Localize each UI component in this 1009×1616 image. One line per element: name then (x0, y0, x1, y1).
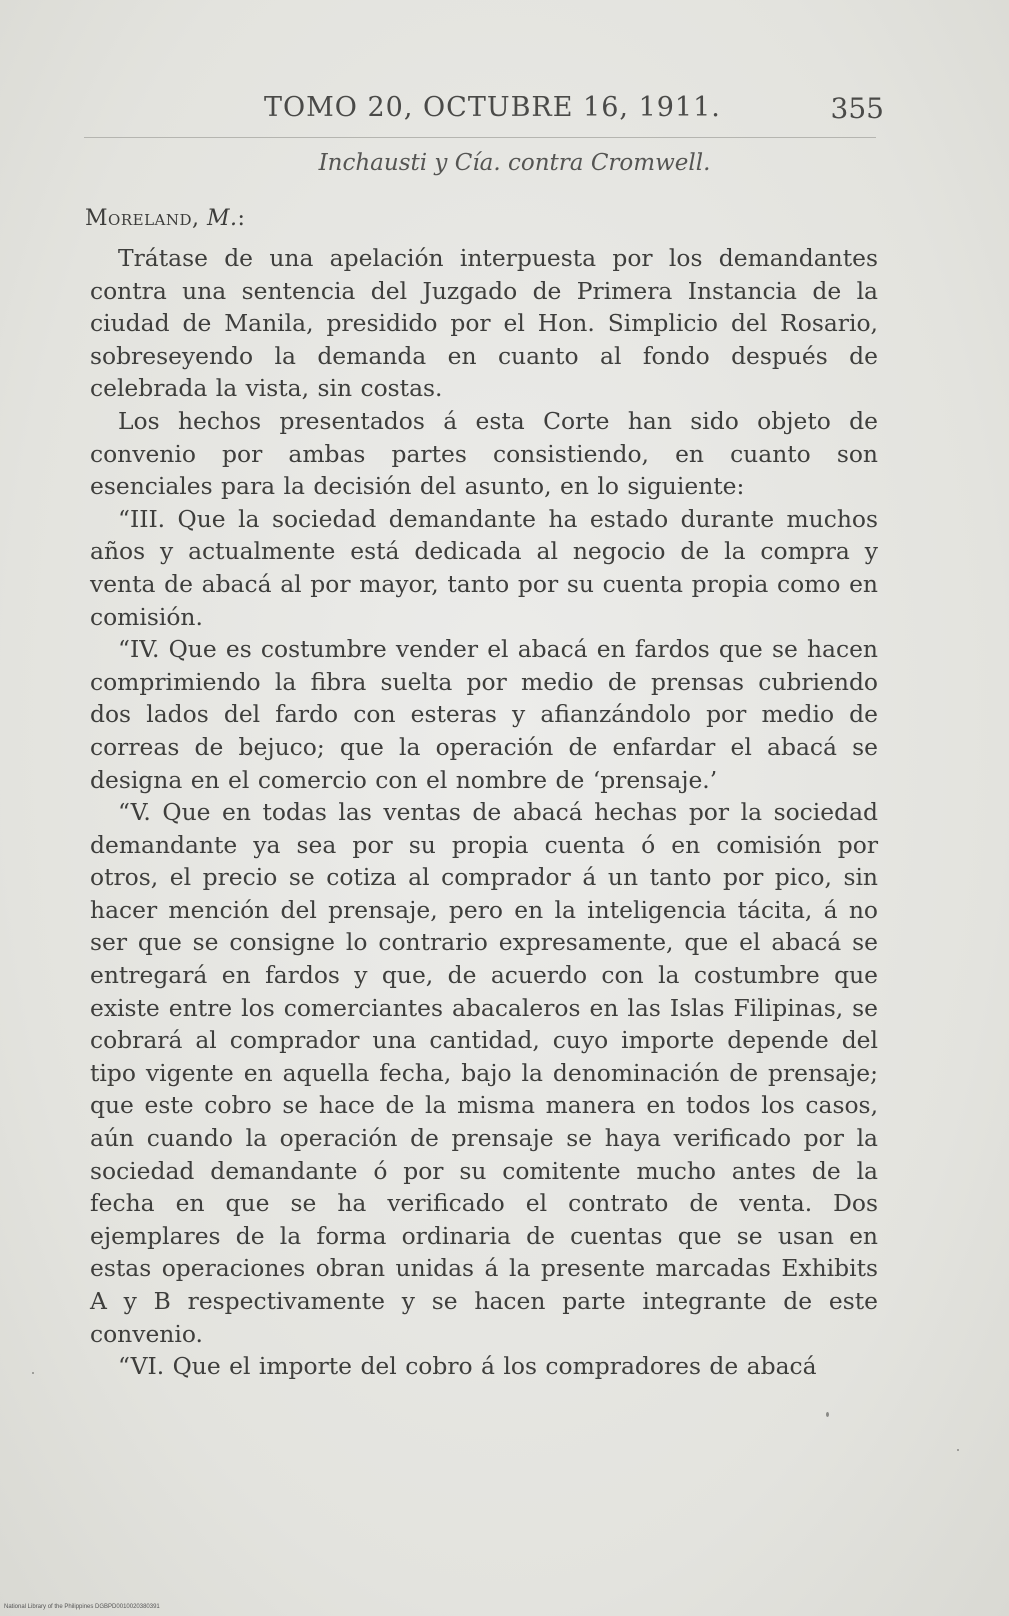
scan-speck (957, 1449, 959, 1451)
paragraph: Los hechos presentados á esta Corte han sido objeto de convenio por ambas partes consistiendo, en cuanto son esenciales para la decisión del asunto, en lo siguiente: (90, 406, 878, 501)
paragraph: “VI. Que el importe del cobro á los compradores de abacá (118, 1352, 817, 1381)
author-colon: : (237, 206, 246, 231)
opinion-author (85, 206, 245, 231)
paragraph: Trátase de una apelación interpuesta por los demandantes contra una sentencia del Juzgado de Primera Instancia de la ciudad de Manila, presidido por el Hon. Simplicio del Rosario, sobreseyendo la demanda en cuanto al fondo después de celebrada la vista, sin costas. (90, 244, 878, 403)
running-head: TOMO 20, OCTUBRE 16, 1911. (264, 92, 721, 123)
header-rule (84, 137, 876, 138)
author-name: Moreland (85, 206, 193, 231)
case-title: Inchausti y Cía. contra Cromwell. (318, 150, 711, 176)
library-imprint: National Library of the Philippines DGBPD0010020380391 (4, 1604, 160, 1610)
author-name-comma: , (192, 206, 200, 231)
paragraph: “IV. Que es costumbre vender el abacá en fardos que se hacen comprimiendo la fibra suelta por medio de prensas cubriendo dos lados del fardo con esteras y afianzándolo por medio de correas de bejuco; que la operación de enfardar el abacá se designa en el comercio con el nombre de ‘prensaje.’ (90, 635, 878, 794)
page-header (84, 92, 884, 132)
author-title: M. (207, 206, 238, 231)
opinion-body (90, 242, 878, 1383)
page-number: 355 (830, 92, 884, 125)
scan-speck (826, 1412, 829, 1417)
paragraph: “III. Que la sociedad demandante ha estado durante muchos años y actualmente está dedicada al negocio de la compra y venta de abacá al por mayor, tanto por su cuenta propia como en comisión. (90, 504, 878, 631)
scan-speck (32, 1372, 34, 1374)
paragraph: “V. Que en todas las ventas de abacá hechas por la sociedad demandante ya sea por su propia cuenta ó en comisión por otros, el precio se cotiza al comprador á un tanto por pico, sin hacer mención del prensaje, pero en la inteligencia tácita, á no ser que se consigne lo contrario expresamente, que el abacá se entregará en fardos y que, de acuerdo con la costumbre que existe entre los comerciantes abacaleros en las Islas Filipinas, se cobrará al comprador una cantidad, cuyo importe depende del tipo vigente en aquella fecha, bajo la denominación de prensaje; que este cobro se hace de la misma manera en todos los casos, aún cuando la operación de prensaje se haya verificado por la sociedad demandante ó por su comitente mucho antes de la fecha en que se ha verificado el contrato de venta. Dos ejemplares de la forma ordinaria de cuentas que se usan en estas operaciones obran unidas á la presente marcadas Exhibits A y B respectivamente y se hacen parte integrante de este convenio. (90, 798, 878, 1348)
